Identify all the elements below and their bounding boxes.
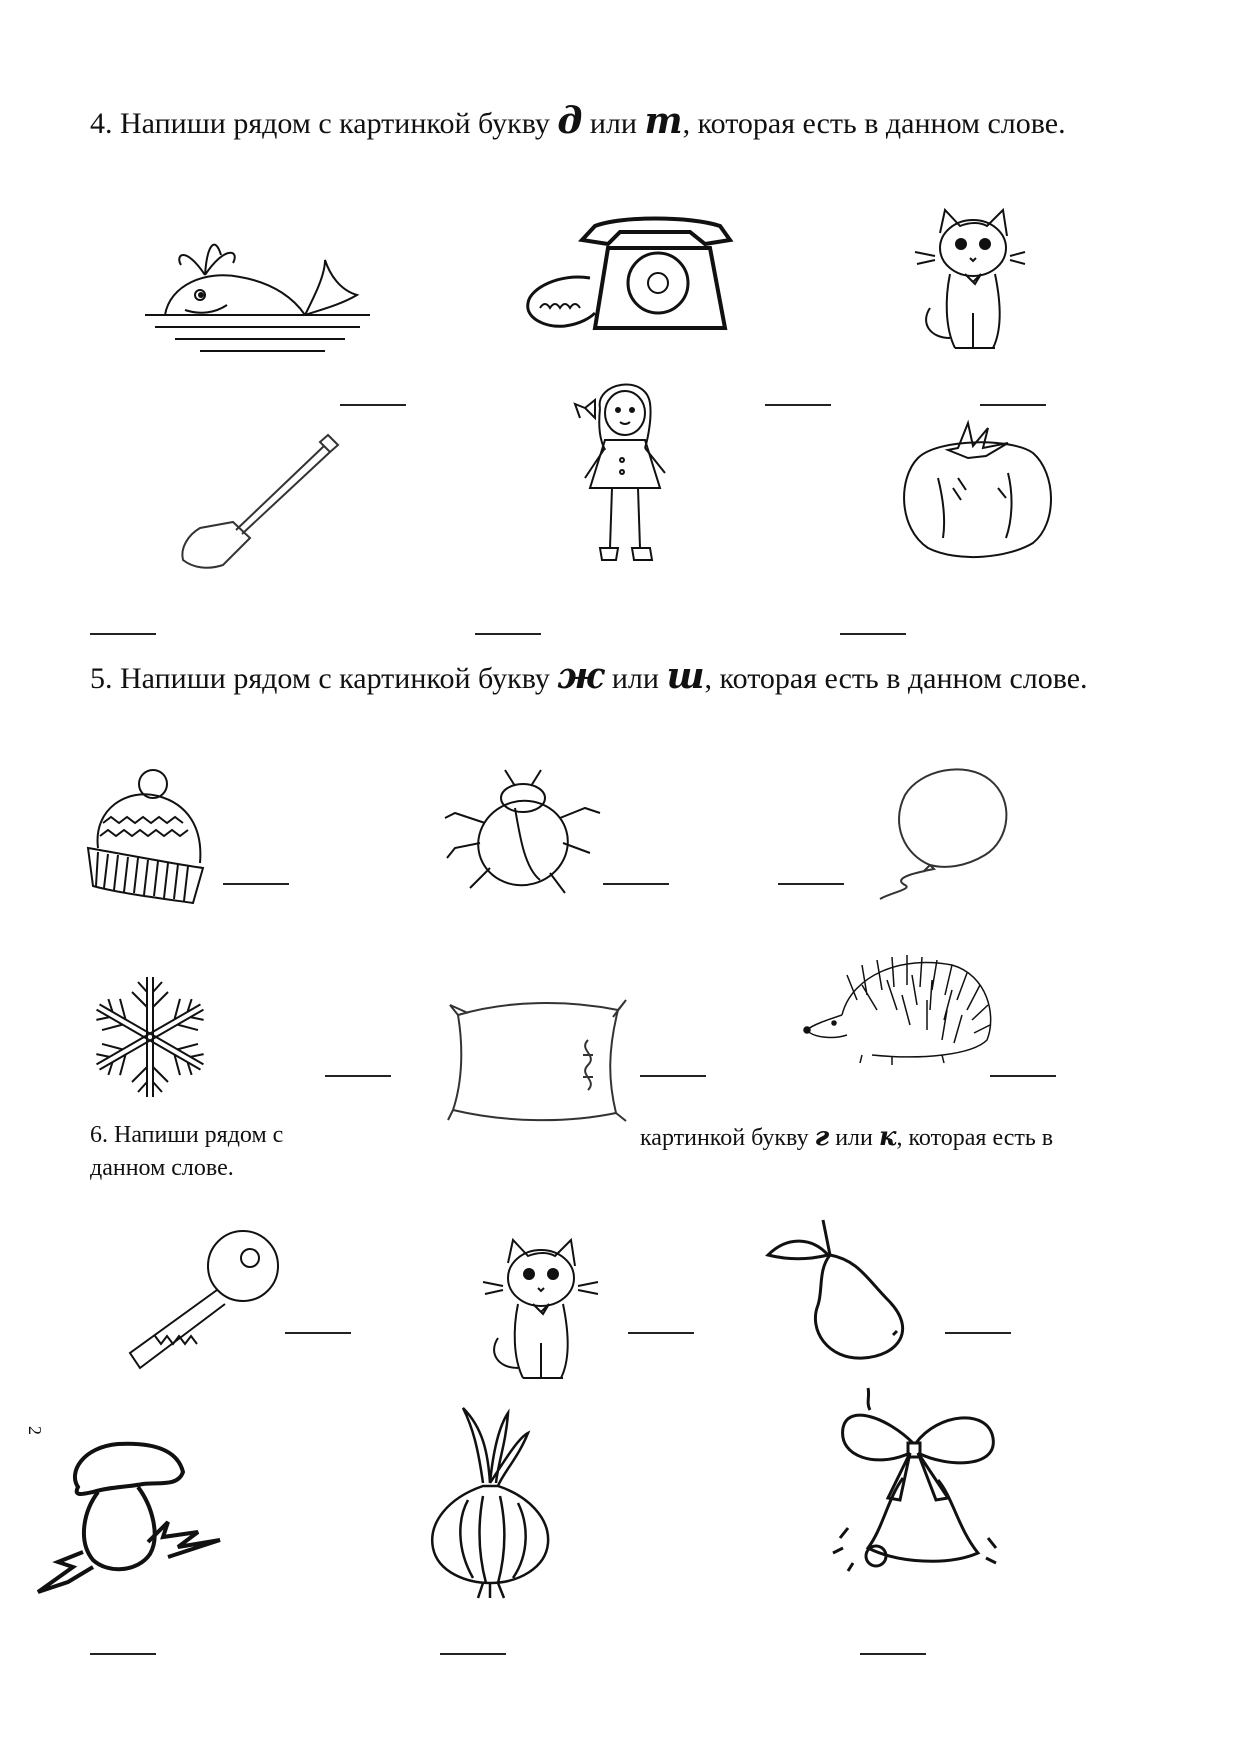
task-6-instruction-line2: данном слове.	[90, 1155, 234, 1181]
shovel-icon	[178, 430, 343, 570]
hedgehog-icon	[802, 955, 994, 1065]
letter-t: т	[644, 100, 683, 142]
task-5-instruction: 5. Напиши рядом с картинкой букву ж или ш, которая есть в данном слове.	[90, 655, 1088, 697]
pear-icon	[768, 1220, 943, 1360]
task-6-instruction-continued: картинкой букву г или к, которая есть в	[640, 1122, 1054, 1152]
answer-blank-pillow[interactable]	[640, 1075, 706, 1077]
answer-blank-mushroom[interactable]	[90, 1653, 156, 1655]
answer-blank-bell[interactable]	[860, 1653, 926, 1655]
letter-d: д	[557, 100, 583, 142]
letter-g: г	[814, 1122, 830, 1152]
answer-blank-onion[interactable]	[440, 1653, 506, 1655]
whale-icon	[145, 215, 370, 365]
answer-blank-balloon[interactable]	[778, 883, 844, 885]
letter-k: к	[878, 1122, 897, 1152]
pillow-icon	[448, 995, 626, 1123]
answer-blank-pear[interactable]	[945, 1332, 1011, 1334]
telephone-icon	[520, 218, 735, 338]
task-6-instruction: 6. Напиши рядом с	[90, 1122, 284, 1148]
answer-blank-telephone[interactable]	[765, 404, 831, 406]
kitten-icon	[483, 1238, 603, 1388]
answer-blank-hedgehog[interactable]	[990, 1075, 1056, 1077]
bell-icon	[828, 1388, 998, 1598]
answer-blank-beetle[interactable]	[603, 883, 669, 885]
onion-icon	[428, 1408, 553, 1598]
answer-blank-kitten[interactable]	[628, 1332, 694, 1334]
answer-blank-girl[interactable]	[475, 633, 541, 635]
key-icon	[125, 1228, 283, 1370]
answer-blank-snowflake[interactable]	[325, 1075, 391, 1077]
cat-icon	[915, 208, 1025, 358]
answer-blank-shovel[interactable]	[90, 633, 156, 635]
balloon-icon	[875, 765, 1025, 900]
letter-zh: ж	[557, 655, 605, 697]
girl-icon	[570, 378, 680, 573]
letter-sh: ш	[666, 655, 705, 697]
page-mark: 2	[25, 1426, 45, 1435]
answer-blank-hat[interactable]	[223, 883, 289, 885]
answer-blank-tomato[interactable]	[840, 633, 906, 635]
knit-hat-icon	[88, 768, 208, 908]
answer-blank-cat[interactable]	[980, 404, 1046, 406]
answer-blank-key[interactable]	[285, 1332, 351, 1334]
tomato-icon	[898, 418, 1056, 558]
answer-blank-whale[interactable]	[340, 404, 406, 406]
snowflake-icon	[88, 972, 213, 1102]
beetle-icon	[445, 768, 600, 898]
mushroom-icon	[38, 1442, 220, 1597]
task-4-instruction: 4. Напиши рядом с картинкой букву д или т, которая есть в данном слове.	[90, 100, 1066, 142]
